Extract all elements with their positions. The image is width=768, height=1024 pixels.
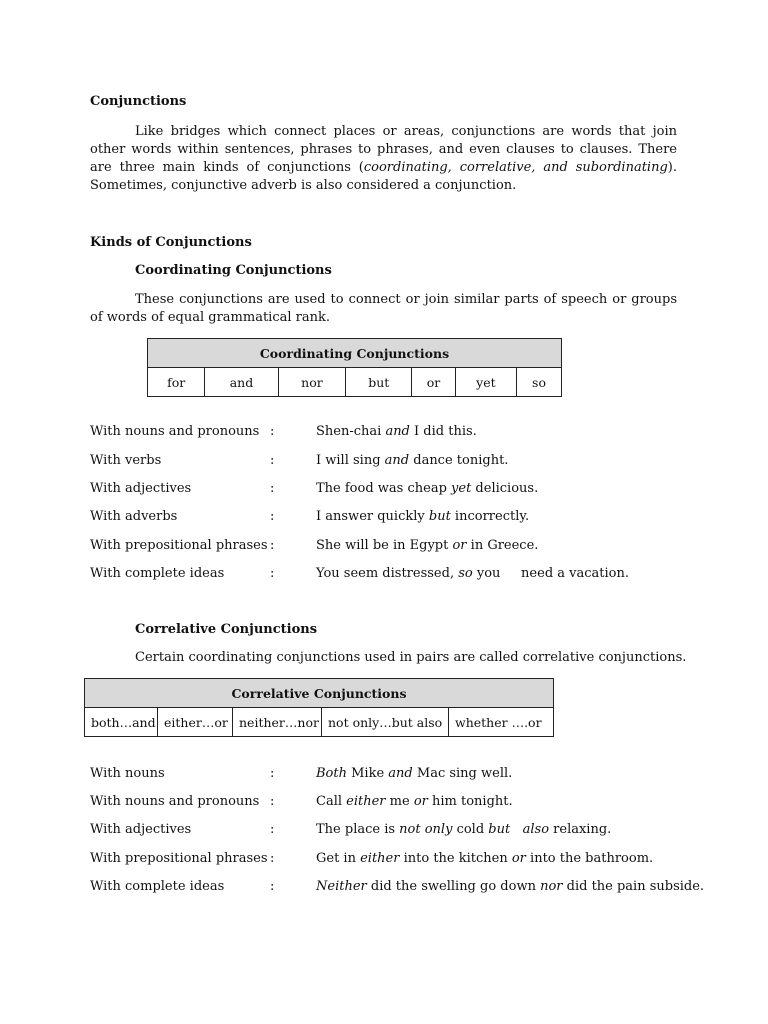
example-colon: : (270, 509, 275, 524)
example-label: With adverbs (90, 509, 178, 524)
example-label: With verbs (90, 453, 162, 468)
conjunction-cell: so (517, 368, 562, 397)
example-label: With prepositional phrases (90, 851, 268, 866)
conjunction-cell: nor (278, 368, 346, 397)
example-colon: : (270, 766, 275, 781)
example-sentence: You seem distressed, so you need a vacation. (316, 566, 629, 581)
correlative-example-row (90, 793, 690, 811)
intro-text-part1: Like bridges which connect places or areas, conjunctions are words that join other words within sentences, phrases to phrases, and even clauses to clauses. There are three main kinds of conjunctions ( (90, 124, 677, 175)
example-label: With adjectives (90, 481, 192, 496)
correlative-heading: Correlative Conjunctions (135, 622, 318, 637)
coordinating-example-row (90, 508, 690, 526)
example-colon: : (270, 538, 275, 553)
example-label: With nouns and pronouns (90, 794, 260, 809)
example-colon: : (270, 879, 275, 894)
example-colon: : (270, 794, 275, 809)
coordinating-table-row (148, 368, 562, 397)
coordinating-table-header: Coordinating Conjunctions (148, 339, 562, 368)
correlative-pair-cell: neither…nor (233, 708, 322, 737)
intro-text-part2: ). Sometimes, conjunctive adverb is also considered a conjunction. (90, 160, 677, 193)
example-colon: : (270, 424, 275, 439)
correlative-example-row (90, 821, 690, 839)
conjunction-cell: and (205, 368, 278, 397)
example-sentence: Neither did the swelling go down nor did the pain subside. (316, 879, 705, 894)
kinds-heading: Kinds of Conjunctions (90, 235, 252, 250)
example-colon: : (270, 822, 275, 837)
coordinating-example-row (90, 537, 690, 555)
correlative-table-row (85, 708, 554, 737)
coordinating-description (90, 291, 677, 327)
intro-text-italic: coordinating, correlative, and subordinating (363, 160, 668, 175)
correlative-pair-cell: either…or (158, 708, 233, 737)
coordinating-example-row (90, 452, 690, 470)
example-sentence: Both Mike and Mac sing well. (316, 766, 513, 781)
example-sentence: I will sing and dance tonight. (316, 453, 509, 468)
example-label: With nouns and pronouns (90, 424, 260, 439)
correlative-pair-cell: both…and (85, 708, 158, 737)
example-colon: : (270, 566, 275, 581)
coordinating-example-row (90, 565, 690, 583)
example-colon: : (270, 851, 275, 866)
coordinating-heading: Coordinating Conjunctions (135, 263, 332, 278)
example-sentence: Shen-chai and I did this. (316, 424, 477, 439)
conjunction-cell: but (346, 368, 412, 397)
coordinating-table (147, 338, 562, 397)
example-label: With adjectives (90, 822, 192, 837)
correlative-pair-cell: whether ….or (449, 708, 554, 737)
correlative-example-row (90, 878, 705, 896)
example-label: With complete ideas (90, 566, 225, 581)
correlative-table-header: Correlative Conjunctions (85, 679, 554, 708)
correlative-table (84, 678, 554, 737)
page-title: Conjunctions (90, 94, 187, 109)
example-sentence: The food was cheap yet delicious. (316, 481, 539, 496)
coordinating-description-text: These conjunctions are used to connect or join similar parts of speech or groups of words of equal grammatical rank. (90, 292, 677, 325)
conjunction-cell: or (412, 368, 455, 397)
example-sentence: I answer quickly but incorrectly. (316, 509, 530, 524)
intro-paragraph (90, 123, 677, 195)
example-label: With complete ideas (90, 879, 225, 894)
correlative-pair-cell: not only…but also (322, 708, 449, 737)
example-label: With prepositional phrases (90, 538, 268, 553)
conjunction-cell: yet (455, 368, 516, 397)
correlative-example-row (90, 850, 690, 868)
correlative-description: Certain coordinating conjunctions used in pairs are called correlative conjunctions. (135, 650, 687, 665)
conjunction-cell: for (148, 368, 205, 397)
coordinating-example-row (90, 423, 690, 441)
example-colon: : (270, 481, 275, 496)
coordinating-example-row (90, 480, 690, 498)
correlative-example-row (90, 765, 690, 783)
example-sentence: She will be in Egypt or in Greece. (316, 538, 539, 553)
example-label: With nouns (90, 766, 165, 781)
example-sentence: Get in either into the kitchen or into the bathroom. (316, 851, 654, 866)
example-colon: : (270, 453, 275, 468)
example-sentence: Call either me or him tonight. (316, 794, 513, 809)
example-sentence: The place is not only cold but also relaxing. (316, 822, 612, 837)
